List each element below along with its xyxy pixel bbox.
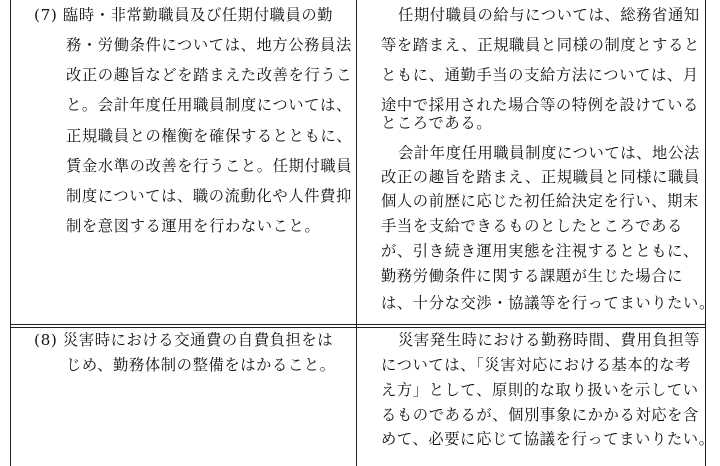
response-line: 手当を支給できるものとしたところである [381, 217, 683, 235]
response-line: は、十分な交渉・協議等を行ってまいりたい。 [381, 294, 715, 312]
response-line: が、引き続き運用実態を注視するとともに、 [381, 242, 699, 260]
response-cell-8 [357, 328, 715, 466]
response-line: ところである。 [381, 114, 493, 132]
response-line: 途中で採用された場合等の特例を設けている [381, 96, 699, 114]
table-border-right [705, 0, 706, 466]
response-line: については、「災害対応における基本的な考 [381, 356, 691, 374]
document-table [10, 0, 715, 466]
response-line: 改正の趣旨を踏まえ、正規職員と同様に職員 [381, 168, 700, 186]
response-line: え方」として、原則的な取り扱いを示してい [381, 381, 699, 399]
request-line: 正規職員との権衡を確保するとともに、 [66, 127, 353, 145]
request-line: 務・労働条件については、地方公務員法 [66, 36, 352, 54]
response-line: ともに、通勤手当の支給方法については、月 [381, 66, 699, 84]
request-line: (7) 臨時・非常勤職員及び任期付職員の勤 [34, 6, 334, 24]
response-line: 任期付職員の給与については、総務省通知 [398, 6, 700, 24]
request-cell-7 [10, 0, 356, 324]
request-line: 制度については、職の流動化や人件費抑 [66, 187, 352, 205]
request-line: 制を意図する運用を行わないこと。 [66, 217, 321, 235]
row-divider [10, 324, 706, 325]
request-line: 賃金水準の改善を行うこと。任期付職員 [66, 157, 353, 175]
response-line: 災害発生時における勤務時間、費用負担等 [398, 331, 701, 349]
request-line: じめ、勤務体制の整備をはかること。 [66, 356, 336, 374]
response-line: 等を踏まえ、正規職員と同様の制度とすると [381, 36, 700, 54]
response-line: 勤務労働条件に関する課題が生じた場合に [381, 267, 684, 285]
request-cell-8 [10, 328, 356, 466]
request-line: (8) 災害時における交通費の自費負担をは [34, 331, 334, 349]
response-line: 会計年度任用職員制度については、地公法 [398, 144, 700, 162]
response-line: 個人の前歴に応じた初任給決定を行い、期末 [381, 192, 699, 210]
request-line: と。会計年度任用職員制度については、 [66, 96, 352, 114]
response-cell-7 [357, 0, 715, 324]
response-line: るものであるが、個別事象にかかる対応を含 [381, 406, 699, 424]
request-line: 改正の趣旨などを踏まえた改善を行うこ [66, 66, 353, 84]
response-line: めて、必要に応じて協議を行ってまいりたい。 [381, 430, 715, 448]
